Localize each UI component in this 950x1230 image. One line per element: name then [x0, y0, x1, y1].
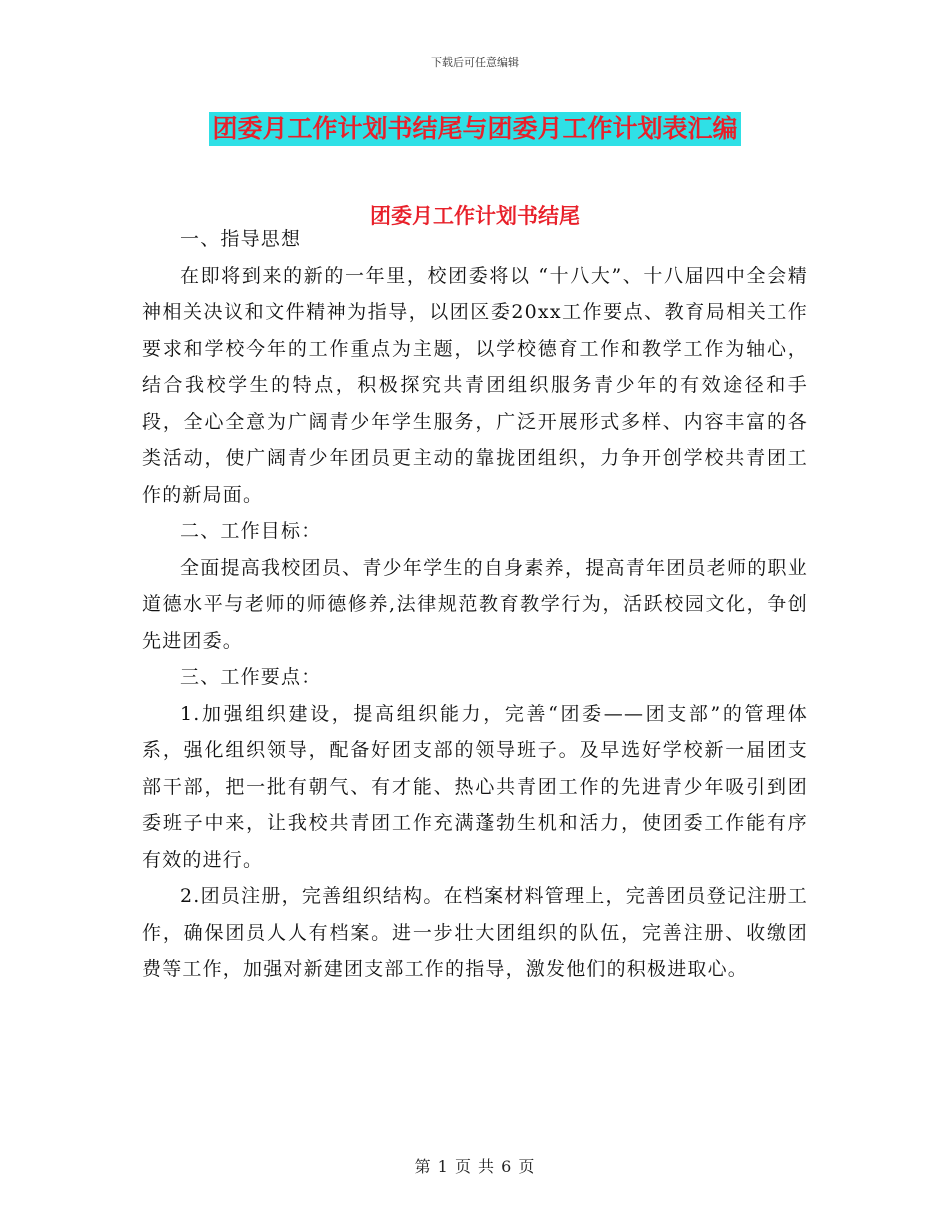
- heading-work-points: 三、工作要点：: [180, 666, 322, 688]
- section-title: 团委月工作计划书结尾: [370, 204, 580, 228]
- header-note: 下载后可任意编辑: [431, 56, 519, 69]
- page-footer: [0, 1154, 950, 1177]
- page-label-suffix: 页: [518, 1157, 536, 1176]
- page-label-prefix: 第: [414, 1157, 432, 1176]
- heading-guiding-ideology: 一、指导思想: [180, 228, 302, 250]
- document-title-wrapper: [0, 112, 950, 146]
- paragraph-work-goals: 全面提高我校团员、青少年学生的自身素养，提高青年团员老师的职业道德水平与老师的师德修养,法律规范教育教学行为，活跃校园文化，争创先进团委。: [142, 556, 808, 652]
- page-label-mid: 页 共: [454, 1157, 496, 1176]
- current-page-number: 1: [437, 1157, 449, 1176]
- document-title: 团委月工作计划书结尾与团委月工作计划表汇编: [209, 112, 740, 146]
- paragraph-point-2: 2.团员注册，完善组织结构。在档案材料管理上，完善团员登记注册工作，确保团员人人有档案。进一步壮大团组织的队伍，完善注册、收缴团费等工作，加强对新建团支部工作的指导，激发他们的积极进取心。: [142, 885, 808, 980]
- paragraph-guiding-ideology: 在即将到来的新的一年里，校团委将以 “十八大”、十八届四中全会精神相关决议和文件精神为指导，以团区委20xx工作要点、教育局相关工作要求和学校今年的工作重点为主题，以学校德育工作和教学工作为轴心，结合我校学生的特点，积极探究共青团组织服务青少年的有效途径和手段，全心全意为广阔青少年学生服务，广泛开展形式多样、内容丰富的各类活动，使广阔青少年团员更主动的靠拢团组织，力争开创学校共青团工作的新局面。: [142, 264, 808, 506]
- paragraph-point-1: 1.加强组织建设，提高组织能力，完善“团委——团支部”的管理体系，强化组织领导，配备好团支部的领导班子。及早选好学校新一届团支部干部，把一批有朝气、有才能、热心共青团工作的先进青少年吸引到团委班子中来，让我校共青团工作充满蓬勃生机和活力，使团委工作能有序有效的进行。: [142, 702, 808, 871]
- total-pages-number: 6: [501, 1157, 513, 1176]
- document-body: [142, 221, 808, 988]
- heading-work-goals: 二、工作目标：: [180, 520, 322, 542]
